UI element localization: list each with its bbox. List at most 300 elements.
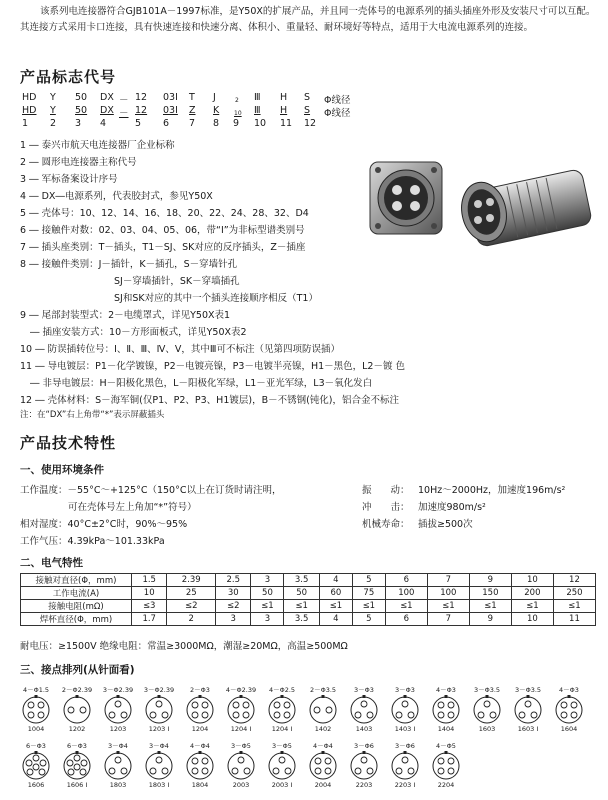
table-cell: 4 bbox=[319, 574, 352, 587]
contact-pin bbox=[40, 760, 46, 766]
contact-pin bbox=[202, 768, 208, 774]
code-index: 12 bbox=[304, 118, 317, 129]
shell-outline bbox=[187, 697, 213, 723]
keyway-mark bbox=[240, 695, 243, 698]
contact-pin bbox=[478, 712, 484, 718]
table-cell: ≤2 bbox=[216, 600, 251, 613]
legend-item: 6 ― 接触件对数：02、03、04、05、06，带“I”为非标型谱类别号 bbox=[20, 225, 305, 236]
code-token: Ⅲ bbox=[254, 92, 261, 103]
shell-outline bbox=[556, 697, 582, 723]
table-cell: 2.5 bbox=[216, 574, 251, 587]
pin-layout-number: 1403 I bbox=[394, 725, 416, 733]
table-cell: ≤1 bbox=[511, 600, 553, 613]
code-token: 10 bbox=[234, 110, 242, 117]
contact-pin bbox=[67, 760, 73, 766]
code-index: 1 bbox=[22, 118, 29, 129]
code-index: 7 bbox=[189, 118, 196, 129]
code-token: 03I bbox=[163, 92, 178, 103]
pin-face-icon bbox=[308, 751, 338, 781]
contact-pin bbox=[448, 712, 454, 718]
table-cell: ≤1 bbox=[251, 600, 284, 613]
pin-layout-1203-I bbox=[141, 686, 177, 734]
table-cell: 2.39 bbox=[167, 574, 216, 587]
pin-spec: 3－Φ3 bbox=[354, 686, 374, 694]
keyway-mark bbox=[322, 751, 325, 754]
contact-pin bbox=[361, 701, 367, 707]
keyway-mark bbox=[117, 695, 120, 698]
contact-pin bbox=[355, 768, 361, 774]
table-cell: 60 bbox=[319, 587, 352, 600]
contact-pin bbox=[274, 702, 280, 708]
contact-pin bbox=[325, 758, 331, 764]
code-index: 9 bbox=[233, 118, 240, 129]
table-cell: 11 bbox=[553, 613, 595, 626]
row-header: 焊杯直径(Φ，mm) bbox=[21, 613, 132, 626]
pin-layout-number: 1403 bbox=[355, 725, 373, 733]
code-token: 12 bbox=[135, 105, 148, 116]
code-token: 2 bbox=[235, 97, 239, 104]
table-row bbox=[21, 613, 596, 626]
code-index: 4 bbox=[100, 118, 107, 129]
code-token: 03I bbox=[163, 105, 178, 116]
pin-layout-number: 2003 I bbox=[271, 781, 293, 789]
shock-label: 冲 击： bbox=[362, 502, 410, 513]
pin-spec: 6－Φ3 bbox=[26, 742, 46, 750]
contact-pin bbox=[571, 712, 577, 718]
shell-outline bbox=[228, 697, 254, 723]
env-title: 一、使用环境条件 bbox=[20, 464, 104, 476]
contact-pin bbox=[74, 764, 80, 770]
table-cell: 3 bbox=[251, 574, 284, 587]
pin-layout-1603-I bbox=[510, 686, 546, 734]
pin-spec: 4－Φ2.5 bbox=[268, 686, 296, 694]
keyway-mark bbox=[240, 751, 243, 754]
contact-pin bbox=[150, 768, 156, 774]
pin-layout-2004 bbox=[305, 742, 341, 790]
contact-pin bbox=[484, 701, 490, 707]
pin-layout-number: 1604 bbox=[560, 725, 578, 733]
contact-pin bbox=[121, 712, 127, 718]
table-cell: 10 bbox=[132, 587, 167, 600]
contact-pin bbox=[284, 702, 290, 708]
keyway-mark bbox=[158, 695, 161, 698]
keyway-mark bbox=[363, 751, 366, 754]
table-cell: 3 bbox=[216, 613, 251, 626]
pin-spec: 3－Φ2.39 bbox=[143, 686, 175, 694]
code-token: Φ线径 bbox=[324, 95, 351, 106]
note-text: 注：在“DX”右上角带“*”表示屏蔽插头 bbox=[20, 410, 165, 420]
pin-spec: 4－Φ4 bbox=[190, 742, 210, 750]
legend-item: 9 ― 尾部封装型式：2－电缆罩式，详见Y50X表1 bbox=[20, 310, 231, 321]
contact-pin bbox=[28, 702, 34, 708]
legend-item: 1 ― 泰兴市航天电连接器厂企业标称 bbox=[20, 140, 175, 151]
pin-layout-number: 1803 I bbox=[148, 781, 170, 789]
pin-spec: 2－Φ2.39 bbox=[61, 686, 93, 694]
contact-pin bbox=[233, 712, 239, 718]
code-token: － bbox=[119, 108, 129, 119]
keyway-mark bbox=[527, 695, 530, 698]
table-cell: 100 bbox=[385, 587, 427, 600]
table-cell: 5 bbox=[352, 613, 385, 626]
table-cell: 50 bbox=[284, 587, 319, 600]
shell-outline bbox=[64, 753, 90, 779]
contact-pin bbox=[109, 712, 115, 718]
code-index: 8 bbox=[213, 118, 220, 129]
elec-title: 二、电气特性 bbox=[20, 557, 83, 569]
pin-layout-1403 bbox=[346, 686, 382, 734]
pin-spec: 4－Φ5 bbox=[436, 742, 456, 750]
contact-pin bbox=[315, 768, 321, 774]
pin-face-icon bbox=[144, 695, 174, 725]
pin-layout-1202 bbox=[59, 686, 95, 734]
contact-pin bbox=[121, 768, 127, 774]
code-index: 3 bbox=[75, 118, 82, 129]
pin-face-icon bbox=[554, 695, 584, 725]
electrical-spec-table bbox=[20, 573, 596, 626]
contact-pin bbox=[68, 769, 74, 775]
pin-spec: 4－Φ4 bbox=[313, 742, 333, 750]
vibration-label: 振 动： bbox=[362, 485, 410, 496]
contact-pin bbox=[448, 758, 454, 764]
pin-layout-number: 1203 bbox=[109, 725, 127, 733]
contact-pin bbox=[233, 702, 239, 708]
table-cell: 100 bbox=[427, 587, 469, 600]
code-token: Y bbox=[50, 92, 56, 103]
table-cell: 9 bbox=[469, 574, 511, 587]
contact-pin bbox=[162, 768, 168, 774]
life-label: 机械寿命： bbox=[362, 519, 410, 530]
contact-pin bbox=[438, 768, 444, 774]
shock-value: 加速度980m/s² bbox=[418, 502, 486, 513]
keyway-mark bbox=[76, 695, 79, 698]
contact-pin bbox=[402, 701, 408, 707]
pin-spec: 4－Φ1.5 bbox=[22, 686, 50, 694]
pin-layout-number: 1603 I bbox=[517, 725, 539, 733]
pin-layout-2203-I bbox=[387, 742, 423, 790]
contact-pin bbox=[33, 764, 39, 770]
pin-layout-2204 bbox=[428, 742, 464, 790]
contact-pin bbox=[202, 758, 208, 764]
legend-item: 10 ― 防误插转位号：Ⅰ、Ⅱ、Ⅲ、Ⅳ、Ⅴ，其中Ⅲ可不标注（见第四项防误插） bbox=[20, 344, 340, 355]
contact-pin bbox=[396, 712, 402, 718]
pin-spec: 3－Φ3.5 bbox=[473, 686, 501, 694]
pin-face-icon bbox=[390, 695, 420, 725]
table-cell: 7 bbox=[427, 574, 469, 587]
contact-pin bbox=[448, 702, 454, 708]
table-row bbox=[21, 587, 596, 600]
pin-face-icon bbox=[226, 695, 256, 725]
contact-pin bbox=[279, 757, 285, 763]
contact-pin bbox=[284, 712, 290, 718]
pressure-text: 工作气压：4.39kPa～101.33kPa bbox=[20, 536, 165, 547]
pin-spec: 3－Φ3 bbox=[395, 686, 415, 694]
table-cell: 75 bbox=[352, 587, 385, 600]
pin-spec: 4－Φ3 bbox=[559, 686, 579, 694]
pin-layout-1204-I bbox=[223, 686, 259, 734]
pin-layout-number: 1204 I bbox=[271, 725, 293, 733]
legend-item: 8 ― 接触件类别：J－插针，K－插孔，S－穿墙针孔 bbox=[20, 259, 238, 270]
table-cell: ≤2 bbox=[167, 600, 216, 613]
contact-pin bbox=[571, 702, 577, 708]
table-cell: 1.7 bbox=[132, 613, 167, 626]
life-value: 插拔≥500次 bbox=[418, 519, 473, 530]
table-cell: 3 bbox=[251, 613, 284, 626]
legend-item: ― 插座安装方式：10－方形面板式，详见Y50X表2 bbox=[30, 327, 247, 338]
contact-pin bbox=[80, 707, 86, 713]
shell-outline bbox=[433, 753, 459, 779]
pin-layout-1403-I bbox=[387, 686, 423, 734]
code-token: K bbox=[213, 105, 220, 116]
contact-pin bbox=[26, 760, 32, 766]
pin-face-icon bbox=[226, 751, 256, 781]
contact-pin bbox=[33, 755, 39, 761]
code-token: H bbox=[280, 92, 288, 103]
code-index: 11 bbox=[280, 118, 293, 129]
keyway-mark bbox=[404, 695, 407, 698]
code-token: 50 bbox=[75, 105, 88, 116]
contact-pin bbox=[156, 757, 162, 763]
contact-pin bbox=[314, 707, 320, 713]
pin-spec: 3－Φ6 bbox=[395, 742, 415, 750]
pin-face-icon bbox=[349, 751, 379, 781]
intro-paragraph: 该系列电连接器符合GJB101A－1997标准，是Y50X的扩展产品，并且同一壳体号的电源系列的插头插座外形及安装尺寸可以互配。其连接方式采用卡口连接，具有快速连接和快速分离、体积小、重量轻、耐环境好等特点，适用于大电流电源系列的连接。 bbox=[20, 6, 596, 33]
contact-pin bbox=[74, 755, 80, 761]
code-token: 12 bbox=[135, 92, 148, 103]
contact-pin bbox=[232, 768, 238, 774]
pin-spec: 3－Φ3.5 bbox=[514, 686, 542, 694]
contact-pin bbox=[238, 757, 244, 763]
section-title-code: 产品标志代号 bbox=[20, 68, 117, 86]
contact-pin bbox=[438, 758, 444, 764]
keyway-mark bbox=[445, 751, 448, 754]
humidity-text: 相对湿度：40°C±2°C时，90%～95% bbox=[20, 519, 188, 530]
contact-pin bbox=[438, 712, 444, 718]
legend-item: 4 ― DX―电源系列，代表胶封式，参见Y50X bbox=[20, 191, 213, 202]
pin-layout-number: 2003 bbox=[232, 781, 250, 789]
table-cell: 6 bbox=[385, 613, 427, 626]
pin-spec: 3－Φ5 bbox=[231, 742, 251, 750]
pin-face-icon bbox=[267, 695, 297, 725]
table-cell: ≤1 bbox=[385, 600, 427, 613]
pin-face-icon bbox=[390, 751, 420, 781]
contact-pin bbox=[408, 768, 414, 774]
legend-item: 3 ― 军标备案设计序号 bbox=[20, 174, 118, 185]
keyway-mark bbox=[322, 695, 325, 698]
code-token: S bbox=[304, 105, 311, 116]
contact-pin bbox=[519, 712, 525, 718]
legend-item: 7 ― 插头座类别：T－插头，T1－SJ、SK对应的反序插头，Z－插座 bbox=[20, 242, 306, 253]
table-cell: 50 bbox=[251, 587, 284, 600]
pin-layout-number: 1404 bbox=[437, 725, 455, 733]
table-cell: 4 bbox=[319, 613, 352, 626]
pin-layout-number: 1402 bbox=[314, 725, 332, 733]
pin-face-icon bbox=[431, 751, 461, 781]
shell-outline bbox=[310, 753, 336, 779]
code-token: 50 bbox=[75, 92, 88, 103]
pin-spec: 4－Φ3 bbox=[436, 686, 456, 694]
table-cell: ≤3 bbox=[132, 600, 167, 613]
table-cell: 3.5 bbox=[284, 613, 319, 626]
contact-pin bbox=[80, 769, 86, 775]
contact-pin bbox=[367, 768, 373, 774]
code-token: － bbox=[119, 95, 129, 106]
contact-pin bbox=[115, 701, 121, 707]
keyway-mark bbox=[117, 751, 120, 754]
keyway-mark bbox=[363, 695, 366, 698]
pin-layout-number: 2204 bbox=[437, 781, 455, 789]
pin-layout-number: 1603 bbox=[478, 725, 496, 733]
contact-pin bbox=[192, 768, 198, 774]
code-index: 6 bbox=[163, 118, 170, 129]
pin-layout-number: 1203 I bbox=[148, 725, 170, 733]
contact-pin bbox=[355, 712, 361, 718]
legend-item: SJ和SK对应的其中一个插头连接顺序相反（T1） bbox=[114, 293, 318, 304]
pin-face-icon bbox=[103, 751, 133, 781]
code-index: 5 bbox=[135, 118, 142, 129]
contact-pin bbox=[243, 702, 249, 708]
pin-arrangement-title: 三、接点排列(从针面看) bbox=[20, 664, 135, 676]
contact-pin bbox=[531, 712, 537, 718]
contact-pin bbox=[150, 712, 156, 718]
row-header: 接触电阻(mΩ) bbox=[21, 600, 132, 613]
pin-layout-1603 bbox=[469, 686, 505, 734]
pin-face-icon bbox=[144, 751, 174, 781]
keyway-mark bbox=[281, 751, 284, 754]
code-token: Ⅲ bbox=[254, 105, 261, 116]
contact-pin bbox=[244, 768, 250, 774]
contact-pin bbox=[525, 701, 531, 707]
contact-pin bbox=[325, 768, 331, 774]
shell-outline bbox=[433, 697, 459, 723]
contact-pin bbox=[274, 712, 280, 718]
keyway-mark bbox=[199, 695, 202, 698]
pin-face-icon bbox=[103, 695, 133, 725]
keyway-mark bbox=[404, 751, 407, 754]
shell-outline bbox=[23, 697, 49, 723]
pin-spec: 4－Φ2.39 bbox=[225, 686, 257, 694]
pin-layout-number: 1804 bbox=[191, 781, 209, 789]
keyway-mark bbox=[76, 751, 79, 754]
pin-layout-2003-I bbox=[264, 742, 300, 790]
contact-pin bbox=[367, 712, 373, 718]
contact-pin bbox=[156, 701, 162, 707]
keyway-mark bbox=[486, 695, 489, 698]
table-cell: 12 bbox=[553, 574, 595, 587]
pin-layout-1203 bbox=[100, 686, 136, 734]
contact-pin bbox=[115, 757, 121, 763]
table-cell: 200 bbox=[511, 587, 553, 600]
pin-layout-1604 bbox=[551, 686, 587, 734]
code-token: HD bbox=[22, 92, 37, 103]
contact-pin bbox=[202, 712, 208, 718]
pin-layout-1804 bbox=[182, 742, 218, 790]
keyway-mark bbox=[35, 751, 38, 754]
contact-pin bbox=[81, 760, 87, 766]
pin-face-icon bbox=[267, 751, 297, 781]
shell-outline bbox=[269, 697, 295, 723]
pin-layout-1402 bbox=[305, 686, 341, 734]
contact-pin bbox=[192, 702, 198, 708]
pin-face-icon bbox=[513, 695, 543, 725]
pin-face-icon bbox=[62, 751, 92, 781]
contact-pin bbox=[361, 757, 367, 763]
pin-spec: 3－Φ6 bbox=[354, 742, 374, 750]
pin-layout-1606-I bbox=[59, 742, 95, 790]
table-cell: 5 bbox=[352, 574, 385, 587]
code-token: T bbox=[189, 92, 195, 103]
table-cell: 3.5 bbox=[284, 574, 319, 587]
pin-face-icon bbox=[21, 695, 51, 725]
legend-item: 11 ― 导电镀层：P1－化学镀镍，P2－电镀亮镍，P3－电镀半亮镍，H1－黑色，L2－镀 色 bbox=[20, 361, 405, 372]
contact-pin bbox=[396, 768, 402, 774]
pin-layout-1204 bbox=[182, 686, 218, 734]
pin-layout-2203 bbox=[346, 742, 382, 790]
table-cell: ≤1 bbox=[553, 600, 595, 613]
table-row bbox=[21, 574, 596, 587]
pin-layout-number: 1202 bbox=[68, 725, 86, 733]
legend-item: 12 ― 壳体材料：S－海军铜(仅P1、P2、P3、H1镀层)，B－不锈钢(钝化)，铝合金不标注 bbox=[20, 395, 400, 406]
pin-face-icon bbox=[431, 695, 461, 725]
vibration-value: 10Hz～2000Hz，加速度196m/s² bbox=[418, 485, 566, 496]
pin-spec: 6－Φ3 bbox=[67, 742, 87, 750]
contact-pin bbox=[561, 702, 567, 708]
pin-layout-number: 2203 bbox=[355, 781, 373, 789]
table-cell: 1.5 bbox=[132, 574, 167, 587]
shell-outline bbox=[23, 753, 49, 779]
pin-layout-1803 bbox=[100, 742, 136, 790]
contact-pin bbox=[273, 768, 279, 774]
table-row bbox=[21, 600, 596, 613]
keyway-mark bbox=[281, 695, 284, 698]
contact-pin bbox=[326, 707, 332, 713]
table-cell: ≤1 bbox=[352, 600, 385, 613]
contact-pin bbox=[38, 712, 44, 718]
pin-face-icon bbox=[62, 695, 92, 725]
table-cell: 250 bbox=[553, 587, 595, 600]
code-token: Z bbox=[189, 105, 196, 116]
pin-layout-number: 2004 bbox=[314, 781, 332, 789]
pin-layout-1803-I bbox=[141, 742, 177, 790]
legend-item: 2 ― 圆形电连接器主称代号 bbox=[20, 157, 137, 168]
contact-pin bbox=[202, 702, 208, 708]
code-token: H bbox=[280, 105, 288, 116]
contact-pin bbox=[68, 707, 74, 713]
pin-face-icon bbox=[21, 751, 51, 781]
pin-layout-number: 1204 bbox=[191, 725, 209, 733]
table-cell: ≤1 bbox=[284, 600, 319, 613]
pin-spec: 2－Φ3.5 bbox=[309, 686, 337, 694]
pin-spec: 3－Φ5 bbox=[272, 742, 292, 750]
pin-layout-1404 bbox=[428, 686, 464, 734]
code-token: S bbox=[304, 92, 311, 103]
contact-pin bbox=[243, 712, 249, 718]
contact-pin bbox=[162, 712, 168, 718]
legend-item: ― 非导电镀层：H－阳极化黑色，L－阳极化军绿，L1－亚光军绿，L3－氧化发白 bbox=[30, 378, 373, 389]
keyway-mark bbox=[445, 695, 448, 698]
keyway-mark bbox=[35, 695, 38, 698]
contact-pin bbox=[438, 702, 444, 708]
pin-spec: 3－Φ2.39 bbox=[102, 686, 134, 694]
contact-pin bbox=[109, 768, 115, 774]
code-token: DX bbox=[100, 92, 114, 103]
table-cell: 2 bbox=[167, 613, 216, 626]
pin-layout-1606 bbox=[18, 742, 54, 790]
code-token: Φ线径 bbox=[324, 108, 351, 119]
pin-face-icon bbox=[185, 695, 215, 725]
code-index: 10 bbox=[254, 118, 267, 129]
pin-layout-number: 1606 bbox=[27, 781, 45, 789]
shell-outline bbox=[187, 753, 213, 779]
